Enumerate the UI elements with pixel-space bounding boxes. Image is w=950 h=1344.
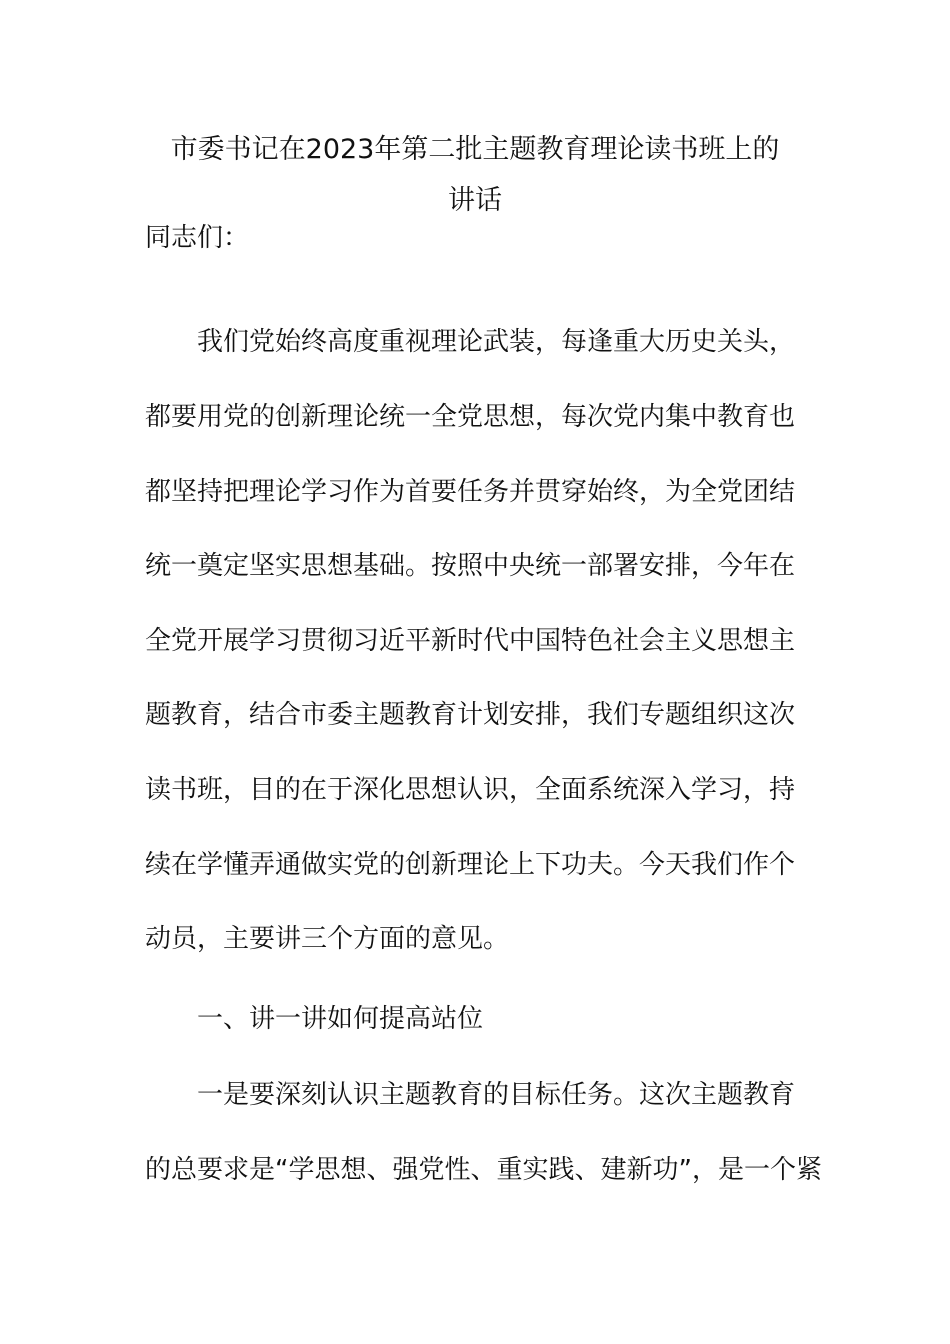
paragraph-1-line: 都要用党的创新理论统一全党思想，每次党内集中教育也 — [145, 402, 796, 432]
paragraph-2-line: 一是要深刻认识主题教育的目标任务。这次主题教育 — [197, 1080, 796, 1110]
paragraph-1-line: 我们党始终高度重视理论武装，每逢重大历史关头， — [197, 327, 796, 357]
paragraph-1-line: 都坚持把理论学习作为首要任务并贯穿始终，为全党团结 — [145, 477, 796, 507]
paragraph-2-line: 的总要求是“学思想、强党性、重实践、建新功”，是一个紧 — [145, 1155, 822, 1185]
paragraph-1-line: 动员，主要讲三个方面的意见。 — [145, 924, 510, 954]
section-heading: 一、讲一讲如何提高站位 — [197, 1004, 484, 1034]
salutation: 同志们： — [145, 223, 250, 253]
paragraph-1-line: 统一奠定坚实思想基础。按照中央统一部署安排，今年在 — [145, 551, 796, 581]
paragraph-1-line: 读书班，目的在于深化思想认识，全面系统深入学习，持 — [145, 775, 796, 805]
document-title-line-2: 讲话 — [448, 185, 502, 216]
document-title-line-1: 市委书记在2023年第二批主题教育理论读书班上的 — [170, 134, 780, 165]
paragraph-1-line: 续在学懂弄通做实党的创新理论上下功夫。今天我们作个 — [145, 850, 796, 880]
paragraph-1-line: 全党开展学习贯彻习近平新时代中国特色社会主义思想主 — [145, 626, 796, 656]
paragraph-1-line: 题教育，结合市委主题教育计划安排，我们专题组织这次 — [145, 700, 796, 730]
